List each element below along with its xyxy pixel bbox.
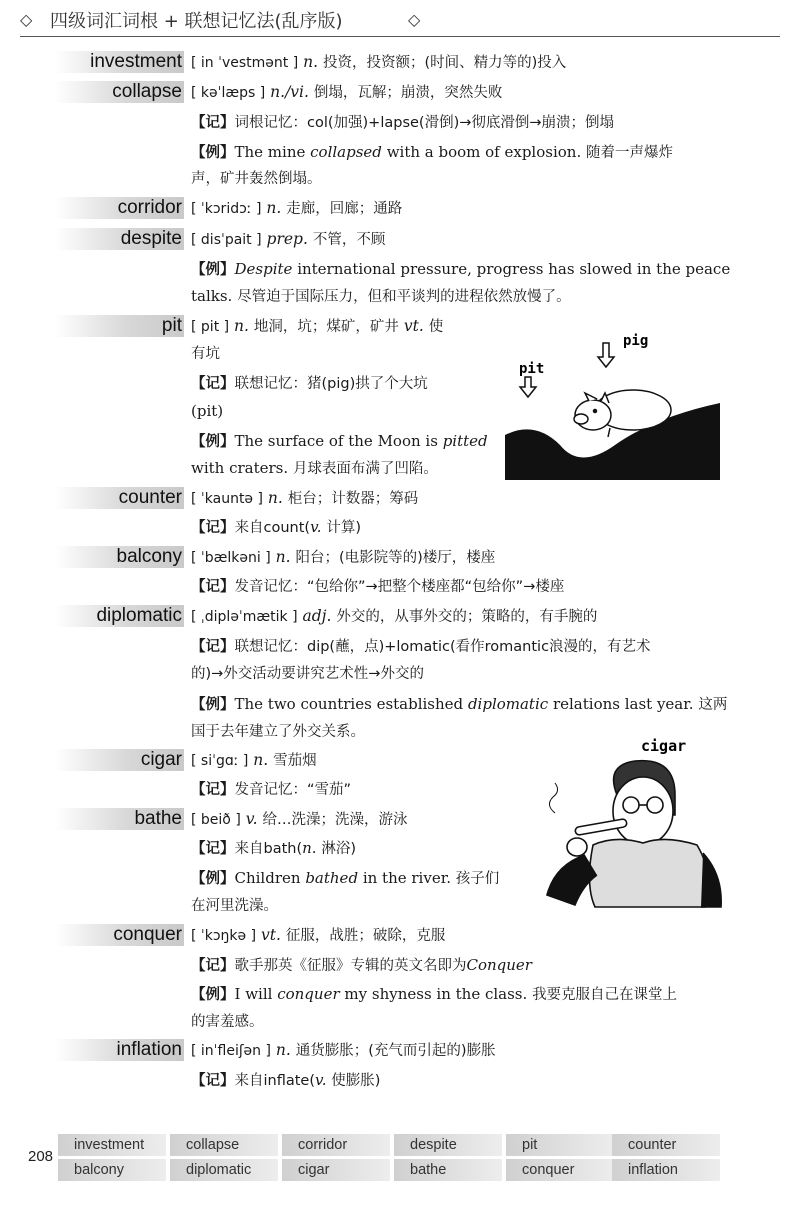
memory-note (191, 516, 361, 539)
example-text: with a boom of explosion. (386, 143, 582, 161)
example-keyword: pitted (442, 432, 488, 450)
example-translation: 月球表面布满了凹陷。 (292, 461, 438, 477)
example-continued (191, 720, 365, 743)
index-word: cigar (282, 1159, 390, 1181)
meaning: 外交的，从事外交的；策略的，有手腕的 (336, 609, 598, 625)
example (191, 693, 727, 716)
example-text: I will (234, 985, 273, 1003)
phonetic: [ ˈbælkəni ] (191, 550, 271, 566)
headword: balcony (55, 546, 184, 568)
definition (191, 808, 408, 831)
meaning: 走廊，回廊；通路 (286, 201, 403, 217)
memory-note (191, 635, 651, 658)
headword: bathe (55, 808, 184, 830)
part-of-speech: n. (266, 199, 282, 217)
example-translation: 声，矿井轰然倒塌。 (191, 171, 322, 187)
meaning-2: 使 (428, 319, 444, 335)
pig-label: pig (623, 333, 649, 349)
memory-pos: n. (302, 839, 317, 857)
index-word: balcony (58, 1159, 166, 1181)
memory-tag: 【记】 (191, 841, 235, 857)
index-word: despite (394, 1134, 502, 1156)
headword: despite (55, 228, 184, 250)
memory-text: 歌手那英《征服》专辑的英文名即为 (234, 958, 467, 974)
index-word: pit (506, 1134, 614, 1156)
memory-tag: 【记】 (191, 115, 235, 131)
memory-note (191, 111, 614, 134)
meaning: 通货膨胀；(充气而引起的)膨胀 (295, 1043, 496, 1059)
example-continued (191, 167, 322, 190)
memory-note (191, 575, 564, 598)
cigar-label: cigar (641, 737, 687, 755)
meaning: 投资，投资额；(时间、精力等的)投入 (322, 55, 567, 71)
part-of-speech: n. (303, 53, 319, 71)
phonetic: [ siˈgɑː ] (191, 753, 249, 769)
definition (191, 749, 317, 772)
definition (191, 487, 418, 510)
example-tag: 【例】 (191, 434, 235, 450)
memory-text: 来自count( (234, 520, 311, 536)
arrow-down-icon (520, 377, 536, 397)
phonetic: [ ˌdipləˈmætik ] (191, 609, 298, 625)
phonetic: [ beið ] (191, 812, 241, 828)
arrow-down-icon (598, 343, 614, 367)
meaning-2-continued: 有坑 (191, 346, 220, 362)
headword: investment (55, 51, 184, 73)
memory-text: 来自inflate( (234, 1073, 316, 1089)
example-translation: 的害羞感。 (191, 1014, 264, 1030)
part-of-speech: n. (275, 548, 291, 566)
meaning: 地洞，坑；煤矿，矿井 (253, 319, 399, 335)
example-text: in the river. (362, 869, 451, 887)
example-text: relations last year. (552, 695, 694, 713)
part-of-speech: n. (234, 317, 249, 335)
memory-tag: 【记】 (191, 782, 235, 798)
definition (191, 1039, 496, 1062)
index-word: counter (612, 1134, 720, 1156)
example-keyword: Despite (234, 260, 293, 278)
memory-tag: 【记】 (191, 520, 235, 536)
index-word: bathe (394, 1159, 502, 1181)
memory-note (191, 954, 532, 977)
memory-tag: 【记】 (191, 376, 235, 392)
example-tag: 【例】 (191, 987, 235, 1003)
example-text: talks. (191, 287, 233, 305)
header-rule (20, 36, 780, 37)
example-text: with craters. (191, 459, 289, 477)
diamond-right-icon: ◇ (408, 10, 421, 29)
example (191, 258, 730, 281)
part-of-speech: prep. (266, 230, 308, 248)
example-text: The mine (234, 143, 306, 161)
example-continued (191, 457, 438, 480)
phonetic: [ ˈkɔridɔː ] (191, 201, 262, 217)
part-of-speech: n. (275, 1041, 291, 1059)
phonetic: [ kəˈlæps ] (191, 85, 266, 101)
memory-text: 发音记忆：“包给你”→把整个楼座都“包给你”→楼座 (234, 579, 565, 595)
example-translation: 我要克服自己在课堂上 (532, 987, 678, 1003)
memory-continued (191, 662, 424, 685)
part-of-speech: n. (253, 751, 269, 769)
memory-note (191, 837, 356, 860)
part-of-speech: n. (267, 489, 283, 507)
headword: conquer (55, 924, 184, 946)
part-of-speech: adj. (302, 607, 332, 625)
example (191, 141, 673, 164)
index-word: corridor (282, 1134, 390, 1156)
page-title: 四级词汇词根 + 联想记忆法(乱序版) (50, 11, 343, 32)
part-of-speech-2: vt. (403, 317, 424, 335)
example-tag: 【例】 (191, 262, 235, 278)
headword: pit (55, 315, 184, 337)
pig-pit-illustration (505, 325, 720, 480)
memory-text: 词根记忆：col(加强)+lapse(滑倒)→彻底滑倒→崩溃；倒塌 (234, 115, 615, 131)
example (191, 983, 677, 1006)
example-text: The surface of the Moon is (234, 432, 438, 450)
example-translation: 随着一声爆炸 (586, 145, 673, 161)
meaning: 给…洗澡；洗澡，游泳 (262, 812, 408, 828)
phonetic: [ in ˈvestmənt ] (191, 55, 299, 71)
cigar-man-illustration (525, 735, 725, 910)
example (191, 430, 488, 453)
memory-text: 使膨胀) (331, 1073, 381, 1089)
memory-tag: 【记】 (191, 1073, 235, 1089)
example-continued (191, 285, 571, 308)
meaning: 雪茄烟 (273, 753, 317, 769)
headword: cigar (55, 749, 184, 771)
memory-note (191, 372, 428, 395)
example-translation: 在河里洗澡。 (191, 898, 278, 914)
phonetic: [ ˈkauntə ] (191, 491, 263, 507)
memory-keyword: Conquer (466, 956, 532, 974)
memory-tag: 【记】 (191, 639, 235, 655)
page-header (20, 6, 780, 34)
memory-text: 计算) (326, 520, 361, 536)
example-continued (191, 894, 278, 917)
definition (191, 81, 502, 104)
example-translation: 这两 (698, 697, 728, 713)
example-keyword: conquer (277, 985, 340, 1003)
definition-continued (191, 342, 220, 365)
part-of-speech: n./vi. (270, 83, 309, 101)
memory-pos: v. (315, 1071, 327, 1089)
meaning: 征服，战胜；破除，克服 (285, 928, 446, 944)
example-text: Children (234, 869, 301, 887)
headword: inflation (55, 1039, 184, 1061)
memory-text: 淋浴) (321, 841, 357, 857)
word-index (58, 1134, 720, 1182)
definition (191, 51, 566, 74)
example-text: international pressure, progress has slowed in the peace (297, 260, 731, 278)
index-word: conquer (506, 1159, 614, 1181)
definition (191, 605, 597, 628)
memory-text: 发音记忆：“雪茄” (234, 782, 352, 798)
phonetic: [ pit ] (191, 319, 230, 335)
definition (191, 924, 445, 947)
memory-text: 联想记忆：dip(蘸，点)+lomatic(看作romantic浪漫的，有艺术 (234, 639, 651, 655)
phonetic: [ inˈfleiʃən ] (191, 1043, 271, 1059)
phonetic: [ ˈkɔŋkə ] (191, 928, 257, 944)
definition (191, 315, 443, 338)
definition (191, 546, 495, 569)
example-translation: 尽管迫于国际压力，但和平谈判的进程依然放慢了。 (237, 289, 571, 305)
index-word: diplomatic (170, 1159, 278, 1181)
headword: diplomatic (55, 605, 184, 627)
index-word: investment (58, 1134, 166, 1156)
page-number: 208 (28, 1148, 54, 1165)
definition (191, 228, 385, 251)
pit-label: pit (519, 361, 545, 377)
example-translation: 孩子们 (455, 871, 500, 887)
index-word: collapse (170, 1134, 278, 1156)
example-tag: 【例】 (191, 145, 235, 161)
memory-text: 的)→外交活动要讲究艺术性→外交的 (191, 666, 424, 682)
example-text: my shyness in the class. (344, 985, 528, 1003)
headword: collapse (55, 81, 184, 103)
example-keyword: bathed (305, 869, 359, 887)
smoking-man-icon (547, 761, 721, 907)
example-translation: 国于去年建立了外交关系。 (191, 724, 365, 740)
memory-text: (pit) (191, 402, 224, 420)
meaning: 不管，不顾 (312, 232, 386, 248)
memory-note (191, 1069, 380, 1092)
example-tag: 【例】 (191, 871, 235, 887)
headword: corridor (55, 197, 184, 219)
memory-note (191, 778, 351, 801)
memory-tag: 【记】 (191, 579, 235, 595)
meaning: 倒塌，瓦解；崩溃，突然失败 (313, 85, 503, 101)
part-of-speech: vt. (261, 926, 281, 944)
headword: counter (55, 487, 184, 509)
example-text: The two countries established (234, 695, 464, 713)
example (191, 867, 499, 890)
index-word: inflation (612, 1159, 720, 1181)
meaning: 阳台；(电影院等的)楼厅，楼座 (295, 550, 496, 566)
memory-tag: 【记】 (191, 958, 235, 974)
example-keyword: collapsed (310, 143, 382, 161)
memory-pos: v. (310, 518, 322, 536)
phonetic: [ disˈpait ] (191, 232, 262, 248)
memory-continued (191, 400, 223, 422)
part-of-speech: v. (245, 810, 258, 828)
meaning: 柜台；计数器；筹码 (287, 491, 419, 507)
diamond-left-icon: ◇ (20, 10, 33, 29)
memory-text: 联想记忆：猪(pig)拱了个大坑 (234, 376, 428, 392)
memory-text: 来自bath( (234, 841, 303, 857)
definition (191, 197, 402, 220)
example-keyword: diplomatic (467, 695, 549, 713)
example-continued (191, 1010, 264, 1033)
example-tag: 【例】 (191, 697, 235, 713)
